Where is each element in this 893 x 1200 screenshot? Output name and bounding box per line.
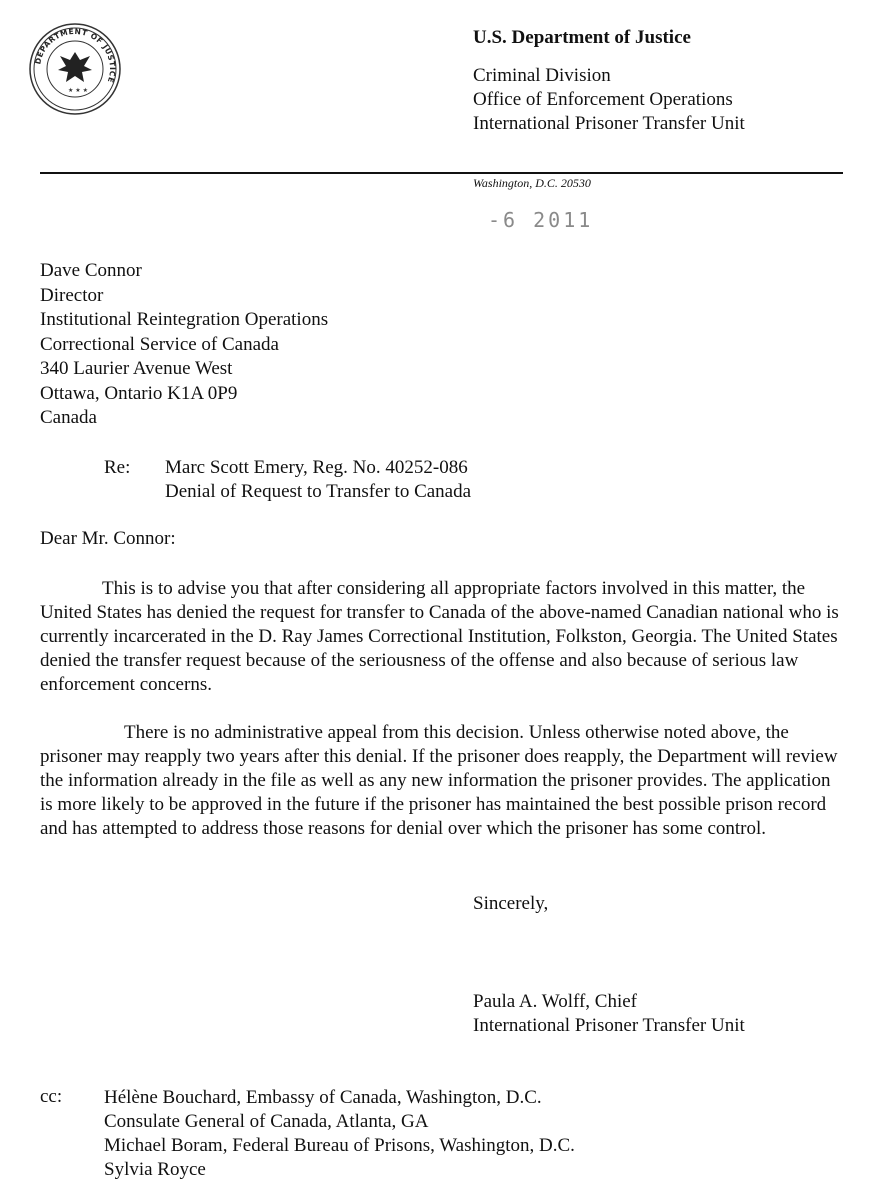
cc-label: cc: (40, 1086, 63, 1107)
date-stamp: -6 2011 (488, 208, 594, 232)
re-subject-line-1: Marc Scott Emery, Reg. No. 40252-086 (165, 457, 468, 478)
signature-block (473, 990, 745, 1038)
body-paragraph-2: There is no administrative appeal from this decision. Unless otherwise noted above, the prisoner may reapply two years after this denial. If the prisoner does reapply, the Department will review the information already in the file as well as any new information the prisoner provides. The application is more likely to be approved in the future if the prisoner has maintained the best possible prison record and has attempted to address those reasons for denial over which the prisoner has some control. (40, 722, 838, 839)
department-title: U.S. Department of Justice (473, 27, 691, 48)
letterhead-location: Washington, D.C. 20530 (473, 176, 591, 190)
letterhead-divider (40, 172, 843, 174)
cc-list (104, 1086, 575, 1182)
re-label: Re: (104, 457, 131, 478)
recipient-title: Director (40, 284, 104, 306)
closing: Sincerely, (473, 893, 549, 914)
signer-name: Paula A. Wolff, Chief (473, 991, 638, 1012)
recipient-country: Canada (40, 407, 97, 428)
salutation: Dear Mr. Connor: (40, 528, 176, 549)
seal-ring-text: DEPARTMENT OF JUSTICE (33, 26, 118, 85)
cc-recipient: Michael Boram, Federal Bureau of Prisons, Washington, D.C. (104, 1135, 575, 1156)
cc-recipient: Hélène Bouchard, Embassy of Canada, Washington, D.C. (104, 1087, 542, 1108)
cc-recipient: Consulate General of Canada, Atlanta, GA (104, 1111, 429, 1132)
recipient-city: Ottawa, Ontario K1A 0P9 (40, 382, 238, 404)
recipient-department: Institutional Reintegration Operations (40, 309, 329, 330)
office-name: Office of Enforcement Operations (473, 89, 733, 110)
signer-unit: International Prisoner Transfer Unit (473, 1015, 745, 1036)
cc-recipient: Sylvia Royce (104, 1159, 206, 1180)
recipient-address (40, 259, 328, 431)
re-subject (165, 456, 471, 504)
body-paragraph-1: This is to advise you that after considering all appropriate factors involved in this matter, the United States has denied the request for transfer to Canada of the above-named Canadian national who is currently incarcerated in the D. Ray James Correctional Institution, Folkston, Georgia. The United States denied the transfer request because of the seriousness of the offense and also because of serious law enforcement concerns. (40, 578, 839, 695)
svg-text:★ ★ ★: ★ ★ ★ (68, 87, 88, 94)
doj-seal-icon (28, 22, 122, 116)
seal-graphic (28, 22, 122, 116)
recipient-organization: Correctional Service of Canada (40, 333, 279, 355)
division-name: Criminal Division (473, 65, 611, 86)
unit-name: International Prisoner Transfer Unit (473, 113, 745, 134)
letterhead (473, 26, 745, 136)
recipient-street: 340 Laurier Avenue West (40, 358, 233, 379)
recipient-name: Dave Connor (40, 260, 142, 281)
re-subject-line-2: Denial of Request to Transfer to Canada (165, 481, 472, 502)
